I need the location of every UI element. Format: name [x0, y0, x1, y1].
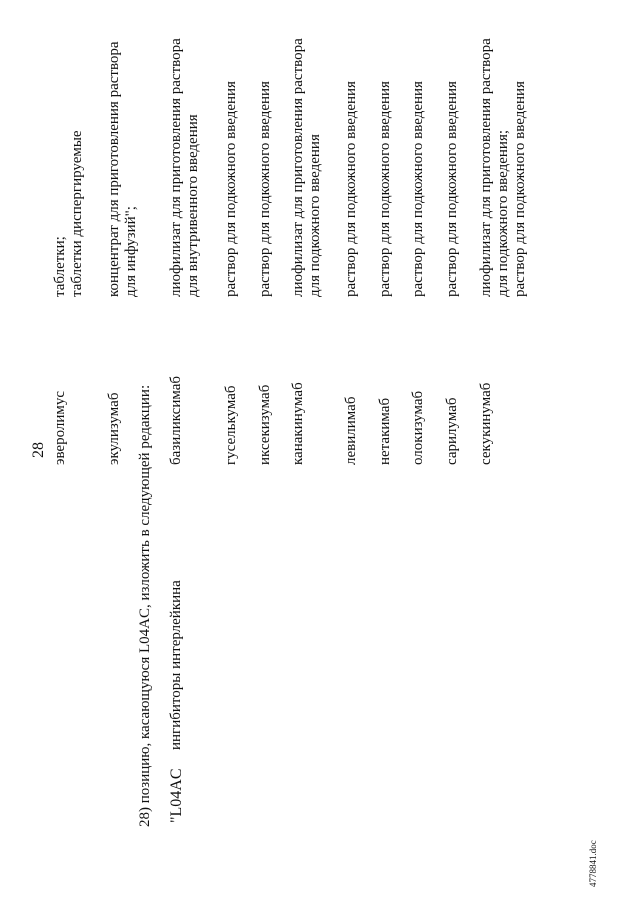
- dosage-form: раствор для подкожного введения: [377, 81, 393, 297]
- drug-name: базиликсимаб: [168, 375, 184, 465]
- drug-name: гуселькумаб: [223, 385, 239, 465]
- drug-name: левилимаб: [343, 396, 359, 465]
- dosage-form: раствор для подкожного введения: [257, 81, 273, 297]
- page-number: 28: [30, 442, 47, 458]
- document-filename: 4778841.doc: [588, 840, 598, 887]
- drug-name: секукинумаб: [478, 382, 494, 465]
- group-name: ингибиторы интерлейкина: [168, 580, 184, 750]
- drug-name: канакинумаб: [290, 382, 306, 465]
- dosage-form: раствор для подкожного введения: [410, 81, 426, 297]
- dosage-form: концентрат для приготовления раствора для инфузий";: [106, 41, 139, 297]
- drug-name: олокизумаб: [410, 390, 426, 465]
- drug-name: экулизумаб: [106, 392, 122, 465]
- dosage-form: раствор для подкожного введения: [444, 81, 460, 297]
- drug-name: сарилумаб: [444, 397, 460, 465]
- atc-code: "L04AC: [168, 768, 185, 823]
- drug-name: нетакимаб: [377, 397, 393, 465]
- dosage-form: лиофилизат для приготовления раствора для подкожного введения; раствор для подкожного введения: [478, 38, 528, 297]
- drug-name: иксекизумаб: [257, 384, 273, 465]
- dosage-form: лиофилизат для приготовления раствора для подкожного введения: [290, 38, 323, 297]
- dosage-form: лиофилизат для приготовления раствора для внутривенного введения: [168, 38, 201, 297]
- dosage-form: раствор для подкожного введения: [223, 81, 239, 297]
- dosage-form: таблетки; таблетки диспергируемые: [52, 130, 85, 297]
- dosage-form: раствор для подкожного введения: [343, 81, 359, 297]
- intro-paragraph: 28) позицию, касающуюся L04AC, изложить в следующей редакции:: [137, 384, 153, 827]
- drug-name: эверолимус: [52, 390, 68, 465]
